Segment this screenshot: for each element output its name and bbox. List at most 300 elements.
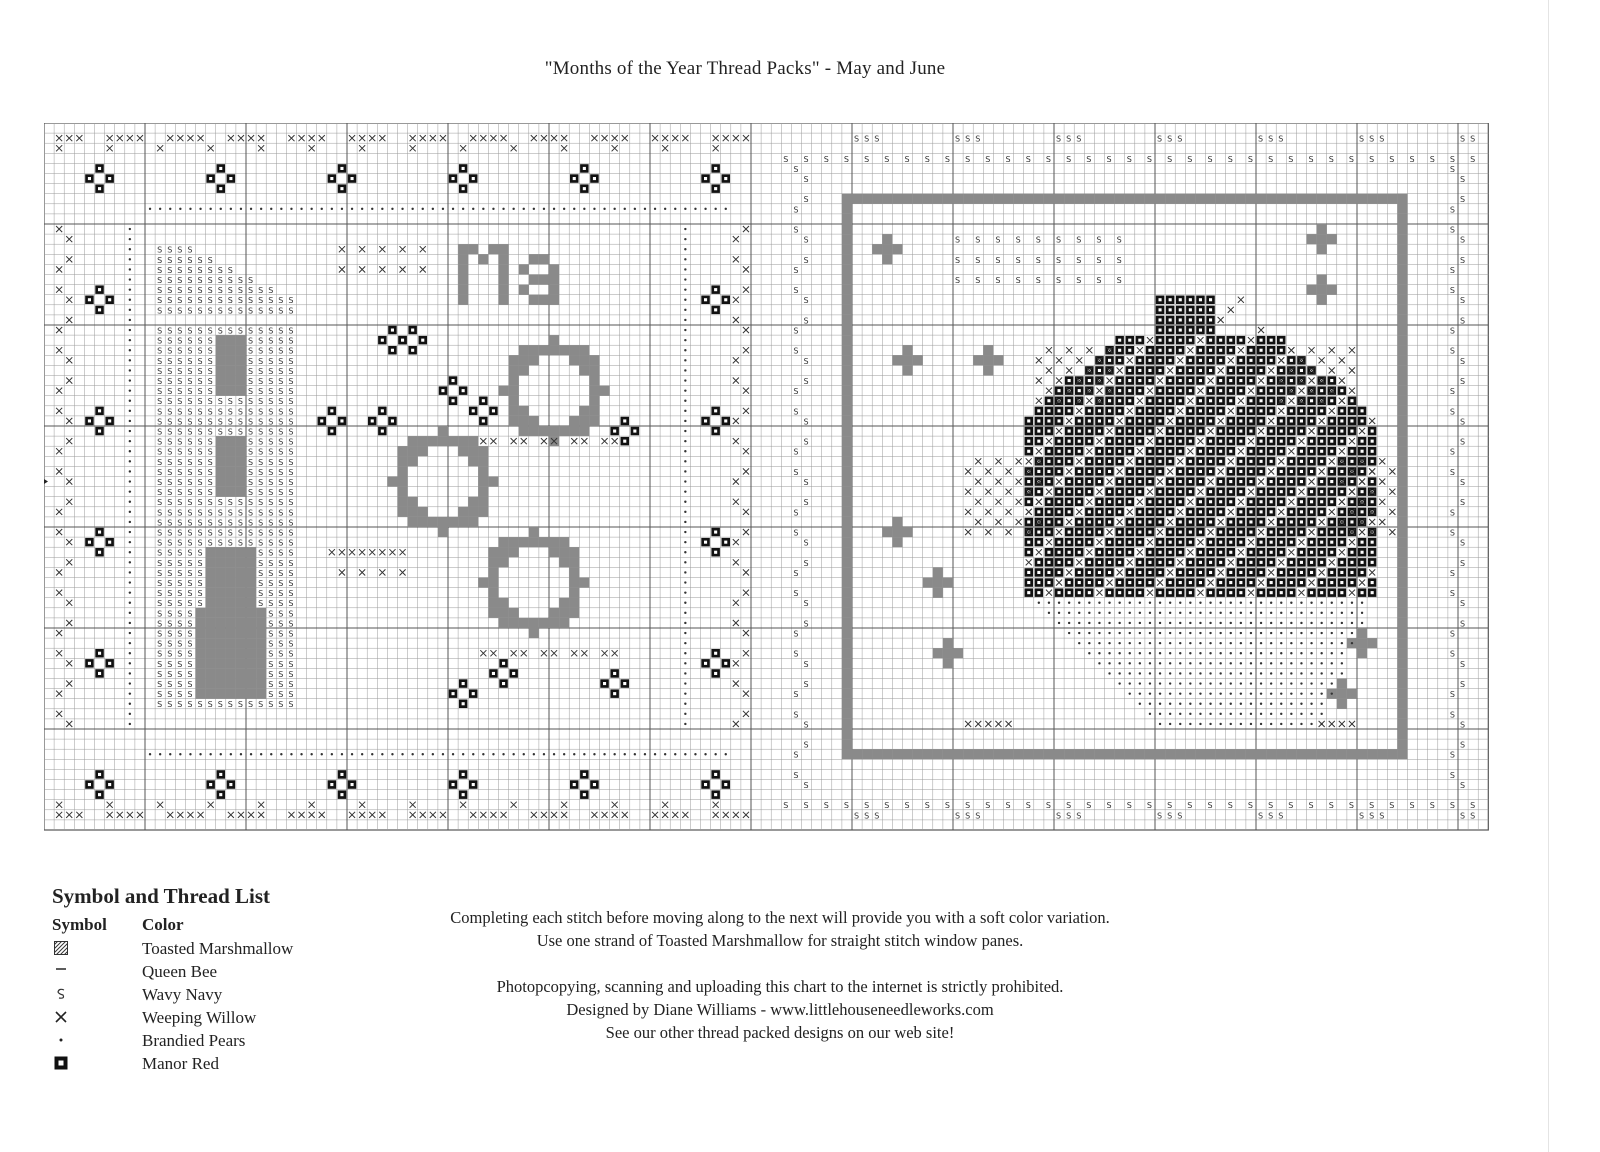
- s-stitch: S: [1076, 276, 1082, 285]
- hatched-stitch: [1397, 355, 1407, 365]
- filled-stitch-center: [1128, 571, 1131, 574]
- s-stitch: S: [955, 134, 961, 144]
- hatched-stitch: [1276, 749, 1286, 759]
- hatched-stitch: [398, 446, 408, 456]
- hatched-stitch: [953, 648, 963, 658]
- hatched-stitch: [478, 487, 488, 497]
- s-stitch: S: [187, 397, 193, 407]
- dot-stitch: [1320, 672, 1322, 674]
- filled-stitch-center: [1280, 490, 1283, 493]
- filled-stitch-center: [98, 409, 101, 412]
- s-stitch: S: [157, 286, 163, 296]
- dot-stitch: [1179, 682, 1181, 684]
- filled-stitch-center: [1098, 450, 1101, 453]
- hatched-stitch: [519, 537, 529, 547]
- filled-stitch-center: [1340, 440, 1343, 443]
- hatched-stitch: [488, 567, 498, 577]
- filled-stitch-center: [1310, 399, 1313, 402]
- dot-stitch: [179, 753, 181, 755]
- hatched-stitch: [1397, 567, 1407, 577]
- filled-stitch-center: [1300, 551, 1303, 554]
- filled-stitch-center: [1290, 591, 1293, 594]
- filled-stitch-center: [714, 409, 717, 412]
- s-stitch: S: [197, 457, 203, 467]
- s-stitch: S: [237, 417, 243, 427]
- dot-stitch: [523, 753, 525, 755]
- dash-icon: [52, 960, 142, 983]
- dot-stitch: [1199, 612, 1201, 614]
- s-stitch: S: [1146, 801, 1152, 811]
- dot-stitch: [1098, 642, 1100, 644]
- s-stitch: S: [237, 700, 243, 710]
- hatched-stitch: [529, 537, 539, 547]
- s-stitch: S: [258, 447, 264, 457]
- filled-stitch-center: [1270, 500, 1273, 503]
- hatched-stitch: [1397, 628, 1407, 638]
- dot-stitch: [1219, 612, 1221, 614]
- s-stitch: S: [167, 245, 173, 255]
- filled-stitch-center: [1320, 480, 1323, 483]
- dot-stitch: [1260, 632, 1262, 634]
- filled-stitch-center: [1371, 551, 1374, 554]
- filled-stitch-center: [1249, 510, 1252, 513]
- dot-stitch: [1290, 703, 1292, 705]
- dot-stitch: [1088, 642, 1090, 644]
- dot-stitch: [129, 430, 131, 432]
- dot-stitch: [1270, 622, 1272, 624]
- hatched-stitch: [509, 396, 519, 406]
- dot-stitch: [411, 208, 413, 210]
- hatched-stitch: [842, 648, 852, 658]
- filled-stitch-center: [1330, 500, 1333, 503]
- s-stitch: S: [288, 568, 294, 578]
- s-stitch: S: [167, 326, 173, 336]
- hatched-stitch: [842, 487, 852, 497]
- filled-stitch-center: [1249, 409, 1252, 412]
- filled-stitch-center: [1169, 531, 1172, 534]
- filled-stitch-center: [462, 773, 465, 776]
- hatched-stitch: [478, 254, 488, 264]
- hatched-stitch: [488, 608, 498, 618]
- s-stitch: S: [197, 276, 203, 285]
- hatched-stitch: [226, 355, 236, 365]
- filled-stitch-center: [1058, 561, 1061, 564]
- dot-stitch: [1219, 642, 1221, 644]
- filled-stitch-center: [330, 783, 333, 786]
- filled-stitch-center: [381, 430, 384, 433]
- hatched-stitch: [559, 618, 569, 628]
- filled-stitch-center: [98, 430, 101, 433]
- s-stitch: S: [1035, 276, 1041, 285]
- dot-stitch: [1189, 662, 1191, 664]
- filled-stitch-center: [1058, 520, 1061, 523]
- s-stitch: S: [1045, 801, 1051, 811]
- dot-stitch: [1199, 632, 1201, 634]
- hatched-stitch: [499, 275, 509, 285]
- s-stitch: S: [258, 498, 264, 508]
- hatched-stitch: [216, 679, 226, 689]
- s-stitch: S: [1369, 154, 1375, 164]
- filled-stitch-center: [1138, 541, 1141, 544]
- filled-stitch-center: [1108, 571, 1111, 574]
- filled-stitch-center: [1098, 510, 1101, 513]
- hatched-stitch: [408, 517, 418, 527]
- dot-stitch: [401, 208, 403, 210]
- filled-stitch-center: [1310, 490, 1313, 493]
- s-stitch: S: [288, 346, 294, 356]
- hatched-stitch: [216, 567, 226, 577]
- dot-stitch: [684, 258, 686, 260]
- s-stitch: S: [177, 680, 183, 689]
- filled-stitch-center: [1219, 551, 1222, 554]
- hatched-stitch: [1397, 557, 1407, 567]
- dot-stitch: [492, 753, 494, 755]
- dot-stitch: [1290, 713, 1292, 715]
- dot-stitch: [1240, 692, 1242, 694]
- filled-stitch-center: [1310, 470, 1313, 473]
- hatched-stitch: [509, 376, 519, 386]
- dot-stitch: [1230, 652, 1232, 654]
- filled-stitch-center: [1260, 389, 1263, 392]
- s-stitch: S: [1460, 558, 1466, 568]
- dot-stitch: [684, 329, 686, 331]
- dot-stitch: [240, 753, 242, 755]
- hatched-stitch: [559, 345, 569, 355]
- dot-stitch: [1149, 602, 1151, 604]
- dot-stitch: [129, 299, 131, 301]
- s-stitch: S: [1348, 154, 1354, 164]
- s-stitch: S: [237, 508, 243, 518]
- filled-stitch-center: [1118, 541, 1121, 544]
- hatched-stitch: [226, 638, 236, 648]
- dot-stitch: [1169, 652, 1171, 654]
- dot-stitch: [159, 208, 161, 210]
- filled-stitch-center: [573, 783, 576, 786]
- hatched-stitch: [1327, 234, 1337, 244]
- legend-title: Symbol and Thread List: [52, 884, 271, 908]
- filled-stitch-center: [1179, 571, 1182, 574]
- s-stitch: S: [1328, 154, 1334, 164]
- filled-stitch-center: [1280, 440, 1283, 443]
- s-stitch: S: [197, 437, 203, 447]
- s-stitch: S: [197, 467, 203, 477]
- hatched-stitch: [1226, 194, 1236, 204]
- hatched-stitch: [1246, 749, 1256, 759]
- filled-stitch-center: [1249, 460, 1252, 463]
- filled-stitch-center: [1209, 349, 1212, 352]
- s-stitch: S: [167, 276, 173, 285]
- s-stitch: S: [904, 154, 910, 164]
- filled-stitch-center: [1290, 510, 1293, 513]
- hatched-stitch: [903, 365, 913, 375]
- s-stitch: S: [217, 518, 223, 528]
- filled-stitch-center: [1290, 419, 1293, 422]
- hatched-stitch: [579, 345, 589, 355]
- filled-stitch-center: [1270, 581, 1273, 584]
- hatched-stitch: [256, 679, 266, 689]
- filled-stitch-center: [1169, 339, 1172, 342]
- hatched-stitch: [246, 618, 256, 628]
- filled-stitch-center: [1219, 399, 1222, 402]
- dot-stitch: [684, 450, 686, 452]
- dot-stitch: [1139, 662, 1141, 664]
- filled-stitch-center: [1239, 480, 1242, 483]
- s-stitch: S: [187, 286, 193, 296]
- filled-stitch-center: [1138, 561, 1141, 564]
- filled-stitch-center: [1058, 419, 1061, 422]
- filled-stitch-center: [1037, 531, 1040, 534]
- filled-stitch-center: [1148, 470, 1151, 473]
- s-stitch: S: [197, 397, 203, 407]
- dot-stitch: [1300, 703, 1302, 705]
- filled-stitch-center: [1189, 409, 1192, 412]
- hatched-stitch: [1367, 194, 1377, 204]
- dot-stitch: [684, 511, 686, 513]
- s-stitch: S: [157, 407, 163, 417]
- filled-stitch-center: [724, 662, 727, 665]
- filled-stitch-center: [1199, 571, 1202, 574]
- filled-stitch-center: [1138, 359, 1141, 362]
- s-stitch: S: [268, 528, 274, 538]
- hatched-stitch: [842, 507, 852, 517]
- filled-stitch-center: [1098, 571, 1101, 574]
- dot-stitch: [684, 410, 686, 412]
- filled-stitch-center: [1179, 551, 1182, 554]
- s-stitch: S: [197, 407, 203, 417]
- filled-stitch-center: [1209, 470, 1212, 473]
- filled-stitch-center: [623, 682, 626, 685]
- dot-stitch: [1310, 713, 1312, 715]
- hatched-stitch: [539, 537, 549, 547]
- filled-stitch-center: [1108, 359, 1111, 362]
- hatched-stitch: [842, 234, 852, 244]
- filled-stitch-center: [1159, 561, 1162, 564]
- s-stitch: S: [793, 205, 799, 215]
- hatched-stitch: [246, 547, 256, 557]
- dot-stitch: [1209, 632, 1211, 634]
- dot-stitch: [1219, 632, 1221, 634]
- s-stitch: S: [258, 387, 264, 397]
- filled-stitch-center: [724, 298, 727, 301]
- filled-stitch-center: [1280, 450, 1283, 453]
- s-stitch: S: [187, 265, 193, 275]
- filled-stitch-center: [1340, 389, 1343, 392]
- hatched-stitch: [1317, 275, 1327, 285]
- filled-stitch-center: [1280, 430, 1283, 433]
- dot-stitch: [1240, 642, 1242, 644]
- filled-stitch-center: [1199, 298, 1202, 301]
- filled-stitch-center: [1249, 571, 1252, 574]
- filled-stitch-center: [1260, 510, 1263, 513]
- s-stitch: S: [187, 276, 193, 285]
- filled-stitch-center: [1300, 500, 1303, 503]
- hatched-stitch: [478, 446, 488, 456]
- dot-stitch: [684, 713, 686, 715]
- dot-stitch: [573, 753, 575, 755]
- s-stitch: S: [864, 134, 870, 144]
- filled-stitch-center: [714, 531, 717, 534]
- hatched-stitch: [1307, 749, 1317, 759]
- filled-stitch-center: [1159, 510, 1162, 513]
- filled-stitch-center: [1189, 531, 1192, 534]
- filled-stitch-center: [1249, 359, 1252, 362]
- hatched-stitch: [1397, 618, 1407, 628]
- dot-stitch: [1159, 682, 1161, 684]
- hatched-stitch: [903, 345, 913, 355]
- filled-stitch-center: [1290, 409, 1293, 412]
- dot-stitch: [684, 753, 686, 755]
- hatched-stitch: [519, 416, 529, 426]
- s-stitch: S: [1056, 255, 1062, 265]
- legend-color-name: Weeping Willow: [142, 1007, 257, 1027]
- s-stitch: S: [1207, 154, 1213, 164]
- s-stitch: S: [217, 427, 223, 437]
- dot-stitch: [1230, 723, 1232, 725]
- filled-stitch-center: [1219, 389, 1222, 392]
- hatched-stitch: [1165, 749, 1175, 759]
- hatched-stitch: [488, 557, 498, 567]
- hatched-stitch: [852, 194, 862, 204]
- filled-stitch-center: [391, 419, 394, 422]
- s-stitch: S: [177, 417, 183, 427]
- filled-stitch-center: [1169, 480, 1172, 483]
- filled-stitch-center: [1229, 520, 1232, 523]
- dot-stitch: [209, 208, 211, 210]
- hatched-stitch: [256, 618, 266, 628]
- filled-stitch-center: [1209, 298, 1212, 301]
- filled-stitch-center: [1199, 450, 1202, 453]
- dot-stitch: [1320, 682, 1322, 684]
- dot-stitch: [1199, 682, 1201, 684]
- s-stitch: S: [1005, 154, 1011, 164]
- hatched-stitch: [398, 497, 408, 507]
- dot-stitch: [684, 319, 686, 321]
- s-stitch: S: [1177, 134, 1183, 144]
- hatched-stitch: [1296, 749, 1306, 759]
- dot-stitch: [129, 612, 131, 614]
- filled-stitch-center: [1189, 329, 1192, 332]
- filled-stitch-center: [1371, 581, 1374, 584]
- filled-stitch-center: [1260, 349, 1263, 352]
- filled-stitch-center: [1118, 581, 1121, 584]
- s-stitch: S: [207, 528, 213, 538]
- filled-stitch-center: [1199, 480, 1202, 483]
- filled-stitch-center: [1229, 571, 1232, 574]
- dot-stitch: [129, 228, 131, 230]
- dot-stitch: [714, 208, 716, 210]
- filled-stitch-center: [1371, 480, 1374, 483]
- note-line: Use one strand of Toasted Marshmallow for straight stitch window panes.: [536, 931, 1024, 950]
- hatched-stitch: [1276, 194, 1286, 204]
- filled-stitch-center: [1209, 541, 1212, 544]
- dot-stitch: [1290, 672, 1292, 674]
- hatched-stitch: [246, 689, 256, 699]
- hatched-stitch: [216, 588, 226, 598]
- s-stitch: S: [197, 356, 203, 366]
- hatched-stitch: [842, 376, 852, 386]
- hatched-stitch: [468, 244, 478, 254]
- dot-stitch: [1108, 632, 1110, 634]
- dot-stitch: [129, 632, 131, 634]
- filled-stitch-center: [462, 793, 465, 796]
- hatched-stitch: [549, 608, 559, 618]
- hatched-stitch: [589, 365, 599, 375]
- s-stitch: S: [278, 639, 284, 649]
- filled-stitch-center: [1280, 520, 1283, 523]
- hatched-stitch: [549, 426, 559, 436]
- hatched-stitch: [933, 578, 943, 588]
- s-stitch: S: [248, 286, 254, 296]
- filled-stitch-center: [1361, 551, 1364, 554]
- hatched-stitch: [993, 355, 1003, 365]
- s-stitch: S: [187, 255, 193, 265]
- hatched-stitch: [842, 416, 852, 426]
- filled-stitch-center: [1078, 470, 1081, 473]
- s-stitch: S: [268, 508, 274, 518]
- hatched-stitch: [1236, 749, 1246, 759]
- filled-stitch-center: [1189, 318, 1192, 321]
- s-stitch: S: [1449, 447, 1455, 457]
- legend-color-name: Manor Red: [142, 1053, 219, 1073]
- dot-stitch: [684, 299, 686, 301]
- dot-stitch: [250, 753, 252, 755]
- s-stitch: S: [1045, 154, 1051, 164]
- hatched-stitch: [226, 557, 236, 567]
- s-stitch: S: [884, 154, 890, 164]
- hatched-stitch: [549, 547, 559, 557]
- dot-stitch: [1129, 652, 1131, 654]
- hatched-stitch: [236, 365, 246, 375]
- hatched-stitch: [458, 244, 468, 254]
- filled-stitch-center: [1239, 561, 1242, 564]
- filled-stitch-center: [1138, 430, 1141, 433]
- dot-stitch: [1199, 622, 1201, 624]
- filled-stitch-center: [1098, 470, 1101, 473]
- s-stitch: S: [258, 356, 264, 366]
- dot-stitch: [129, 521, 131, 523]
- filled-stitch-center: [1068, 460, 1071, 463]
- dot-stitch: [1300, 692, 1302, 694]
- filled-stitch-center: [1371, 541, 1374, 544]
- s-stitch: S: [1106, 801, 1112, 811]
- filled-stitch-center: [1118, 551, 1121, 554]
- s-stitch: S: [1369, 811, 1375, 821]
- hatched-stitch: [226, 618, 236, 628]
- filled-stitch-center: [1330, 399, 1333, 402]
- dot-stitch: [1331, 602, 1333, 604]
- s-stitch: S: [248, 296, 254, 306]
- dot-stitch: [1320, 703, 1322, 705]
- s-stitch: S: [248, 356, 254, 366]
- hatched-stitch: [1397, 285, 1407, 295]
- dot-stitch: [674, 753, 676, 755]
- s-stitch: S: [217, 538, 223, 548]
- filled-stitch-center: [1169, 500, 1172, 503]
- s-stitch: S: [793, 690, 799, 700]
- filled-stitch-center: [1047, 551, 1050, 554]
- hatched-stitch: [246, 557, 256, 567]
- filled-stitch-center: [1159, 541, 1162, 544]
- hatched-stitch: [1135, 194, 1145, 204]
- dot-stitch: [1280, 682, 1282, 684]
- filled-stitch-center: [1239, 369, 1242, 372]
- filled-stitch-center: [1179, 500, 1182, 503]
- filled-stitch-center: [1027, 419, 1030, 422]
- dot-stitch: [341, 753, 343, 755]
- filled-stitch-center: [1239, 460, 1242, 463]
- s-stitch: S: [288, 599, 294, 609]
- filled-stitch-center: [1249, 561, 1252, 564]
